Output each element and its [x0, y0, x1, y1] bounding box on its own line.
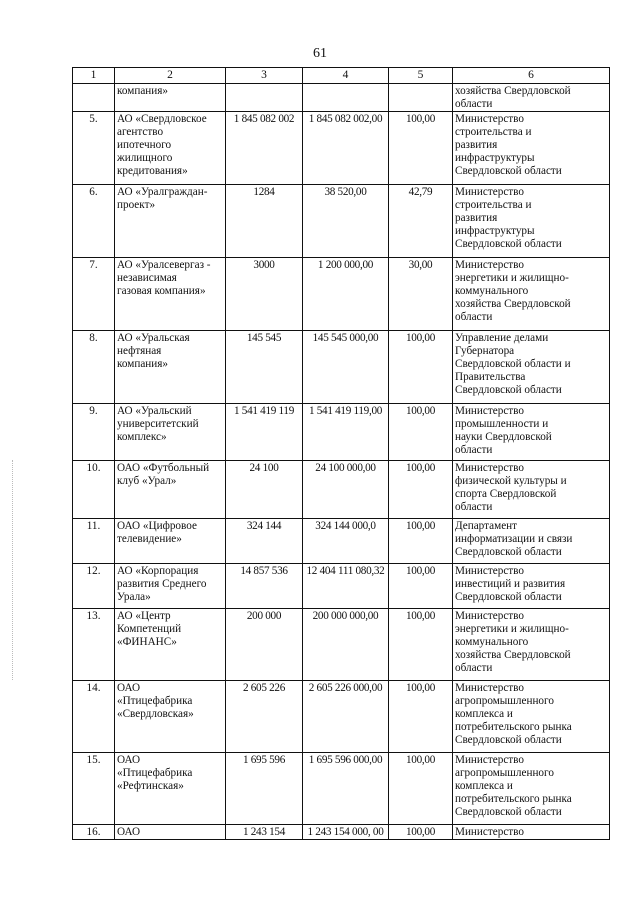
percent-cell: 100,00 — [389, 331, 453, 404]
ministry-cell: Министерство агропромышленного комплекса и потребительского рынка Свердловской области — [453, 681, 610, 753]
table-row — [73, 404, 610, 461]
ministry-cell: Министерство агропромышленного комплекса и потребительского рынка Свердловской области — [453, 753, 610, 825]
amount-cell: 1 695 596 000,00 — [303, 753, 389, 825]
ministry-cell: Министерство — [453, 825, 610, 840]
table-row — [73, 753, 610, 825]
column-header: 4 — [303, 68, 389, 84]
company-name-cell: ОАО «Футбольный клуб «Урал» — [115, 461, 226, 519]
percent-cell: 100,00 — [389, 681, 453, 753]
shares-cell: 3000 — [226, 258, 303, 331]
page-number: 61 — [313, 46, 327, 61]
percent-cell: 30,00 — [389, 258, 453, 331]
column-header: 2 — [115, 68, 226, 84]
row-number-cell: 8. — [73, 331, 115, 404]
ministry-cell: Министерство инвестиций и развития Свердловской области — [453, 564, 610, 609]
shares-cell: 1 845 082 002 — [226, 112, 303, 185]
company-name-cell: АО «Уральская нефтяная компания» — [115, 331, 226, 404]
amount-cell: 1 845 082 002,00 — [303, 112, 389, 185]
amount-cell: 24 100 000,00 — [303, 461, 389, 519]
percent-cell: 100,00 — [389, 112, 453, 185]
amount-cell: 38 520,00 — [303, 185, 389, 258]
company-name-cell: АО «Уралграждан- проект» — [115, 185, 226, 258]
shares-cell: 324 144 — [226, 519, 303, 564]
shares-cell: 14 857 536 — [226, 564, 303, 609]
percent-cell: 100,00 — [389, 519, 453, 564]
column-header: 5 — [389, 68, 453, 84]
shares-cell: 1 695 596 — [226, 753, 303, 825]
table-row — [73, 258, 610, 331]
table-row — [73, 185, 610, 258]
row-number-cell: 12. — [73, 564, 115, 609]
ministry-cell: Министерство физической культуры и спорта Свердловской области — [453, 461, 610, 519]
percent-cell: 100,00 — [389, 404, 453, 461]
table-row — [73, 519, 610, 564]
shares-cell: 1284 — [226, 185, 303, 258]
amount-cell: 2 605 226 000,00 — [303, 681, 389, 753]
company-name-cell: компания» — [115, 84, 226, 112]
company-name-cell: ОАО «Птицефабрика «Свердловская» — [115, 681, 226, 753]
shares-cell — [226, 84, 303, 112]
row-number-cell: 9. — [73, 404, 115, 461]
row-number-cell: 5. — [73, 112, 115, 185]
ministry-cell: Министерство строительства и развития инфраструктуры Свердловской области — [453, 112, 610, 185]
scan-margin-marks — [12, 460, 21, 680]
amount-cell: 12 404 111 080,32 — [303, 564, 389, 609]
amount-cell: 200 000 000,00 — [303, 609, 389, 681]
row-number-cell: 15. — [73, 753, 115, 825]
company-name-cell: ОАО «Цифровое телевидение» — [115, 519, 226, 564]
amount-cell: 1 541 419 119,00 — [303, 404, 389, 461]
row-number-cell: 16. — [73, 825, 115, 840]
amount-cell: 1 243 154 000, 00 — [303, 825, 389, 840]
row-number-cell: 6. — [73, 185, 115, 258]
table-row — [73, 609, 610, 681]
table-row — [73, 461, 610, 519]
row-number-cell: 13. — [73, 609, 115, 681]
company-name-cell: АО «Уральский университетский комплекс» — [115, 404, 226, 461]
company-name-cell: ОАО — [115, 825, 226, 840]
enterprises-table — [72, 67, 610, 840]
column-header: 3 — [226, 68, 303, 84]
column-header: 1 — [73, 68, 115, 84]
row-number-cell — [73, 84, 115, 112]
percent-cell: 100,00 — [389, 564, 453, 609]
ministry-cell: Департамент информатизации и связи Свердловской области — [453, 519, 610, 564]
company-name-cell: АО «Корпорация развития Среднего Урала» — [115, 564, 226, 609]
company-name-cell: ОАО «Птицефабрика «Рефтинская» — [115, 753, 226, 825]
percent-cell: 100,00 — [389, 461, 453, 519]
table-row — [73, 331, 610, 404]
shares-cell: 1 541 419 119 — [226, 404, 303, 461]
ministry-cell: Министерство строительства и развития инфраструктуры Свердловской области — [453, 185, 610, 258]
shares-cell: 2 605 226 — [226, 681, 303, 753]
amount-cell: 145 545 000,00 — [303, 331, 389, 404]
shares-cell: 1 243 154 — [226, 825, 303, 840]
company-name-cell: АО «Свердловское агентство ипотечного жилищного кредитования» — [115, 112, 226, 185]
table-row — [73, 564, 610, 609]
row-number-cell: 14. — [73, 681, 115, 753]
ministry-cell: Управление делами Губернатора Свердловской области и Правительства Свердловской области — [453, 331, 610, 404]
percent-cell: 100,00 — [389, 753, 453, 825]
continuation-row — [73, 84, 610, 112]
column-header: 6 — [453, 68, 610, 84]
percent-cell — [389, 84, 453, 112]
row-number-cell: 11. — [73, 519, 115, 564]
ministry-cell: Министерство промышленности и науки Свердловской области — [453, 404, 610, 461]
ministry-cell: Министерство энергетики и жилищно- коммунального хозяйства Свердловской области — [453, 258, 610, 331]
ministry-cell: хозяйства Свердловской области — [453, 84, 610, 112]
amount-cell: 1 200 000,00 — [303, 258, 389, 331]
amount-cell — [303, 84, 389, 112]
table-row — [73, 681, 610, 753]
amount-cell: 324 144 000,0 — [303, 519, 389, 564]
table-row — [73, 112, 610, 185]
shares-cell: 145 545 — [226, 331, 303, 404]
row-number-cell: 7. — [73, 258, 115, 331]
ministry-cell: Министерство энергетики и жилищно- коммунального хозяйства Свердловской области — [453, 609, 610, 681]
company-name-cell: АО «Уралсевергаз - независимая газовая компания» — [115, 258, 226, 331]
table-header-row — [73, 68, 610, 84]
percent-cell: 42,79 — [389, 185, 453, 258]
percent-cell: 100,00 — [389, 609, 453, 681]
shares-cell: 200 000 — [226, 609, 303, 681]
row-number-cell: 10. — [73, 461, 115, 519]
percent-cell: 100,00 — [389, 825, 453, 840]
shares-cell: 24 100 — [226, 461, 303, 519]
company-name-cell: АО «Центр Компетенций «ФИНАНС» — [115, 609, 226, 681]
table-row — [73, 825, 610, 840]
